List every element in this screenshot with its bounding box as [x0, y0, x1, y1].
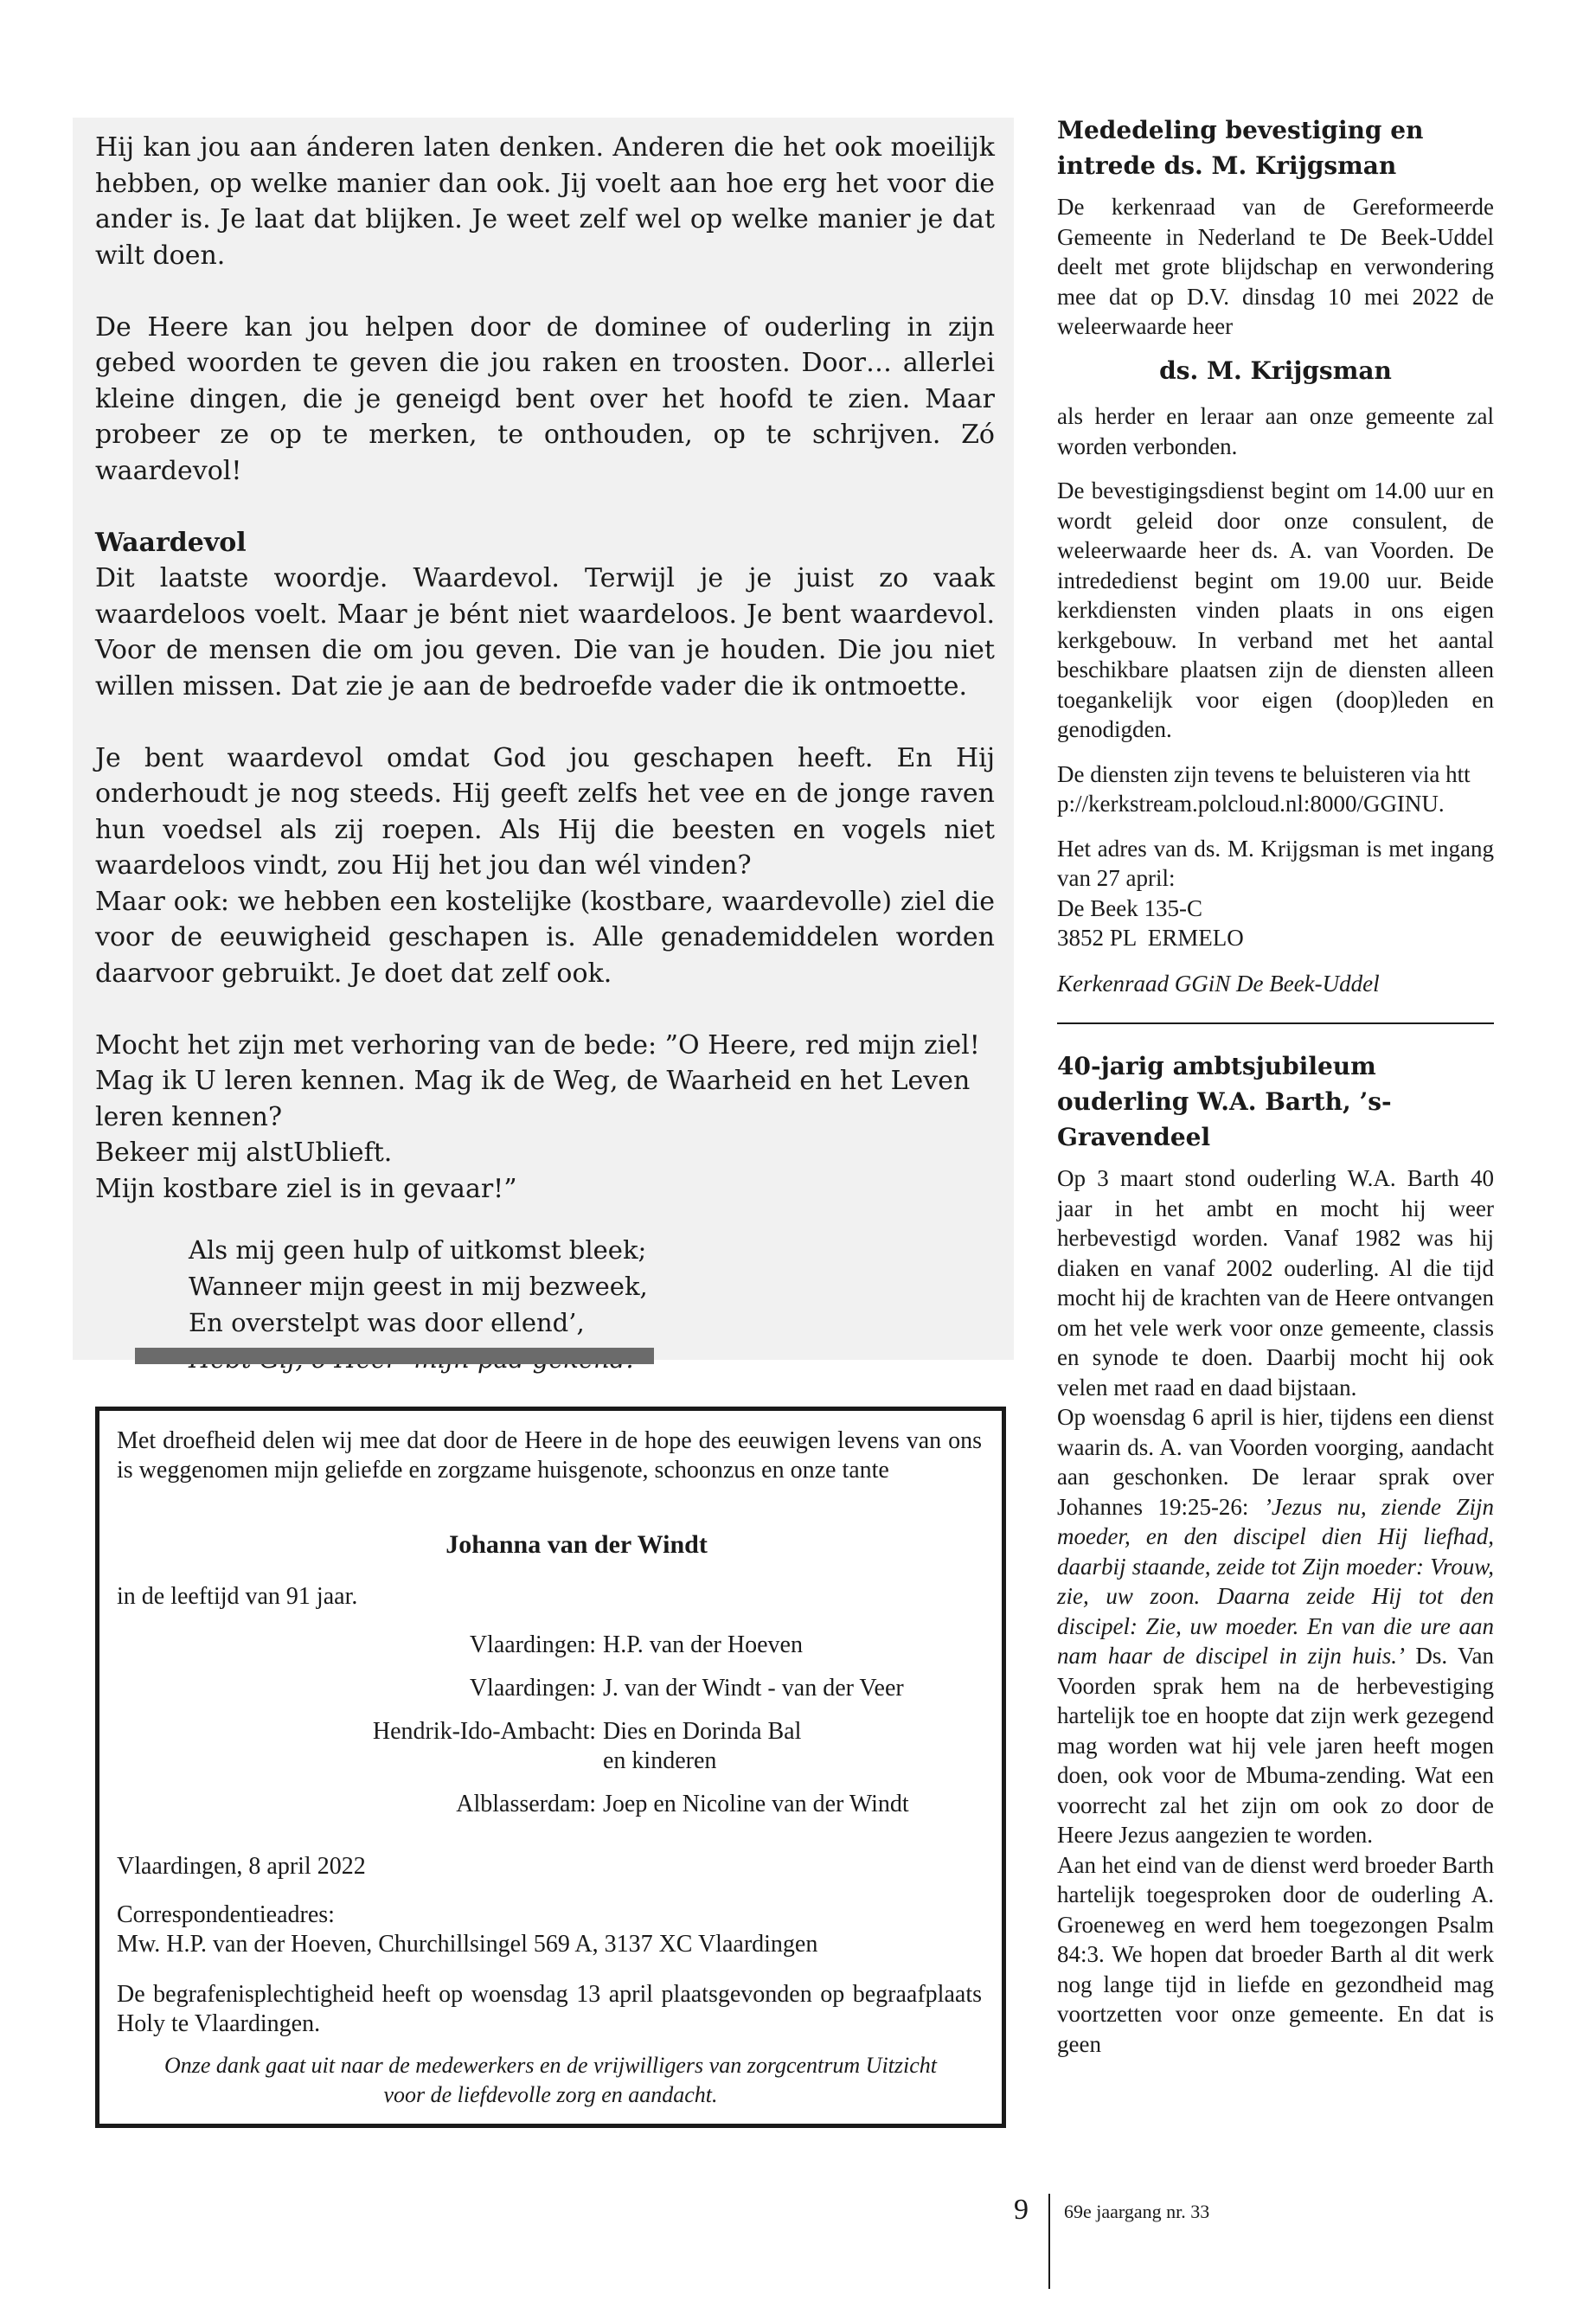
- section-divider: [1057, 1022, 1494, 1024]
- mourner-row: [117, 1790, 982, 1819]
- prayer-line: Mijn kostbare ziel is in gevaar!”: [95, 1173, 517, 1204]
- minister-name: ds. M. Krijgsman: [1159, 356, 1392, 385]
- paragraph: Aan het eind van de dienst werd broeder Barth hartelijk toegesproken door de ouderling A. Groeneweg en werd hem toegezongen Psalm 84:3. We hopen dat broeder Barth al dit werk nog lange tijd in liefde en gezondheid mag voortzetten voor onze gemeente. En dat is geen: [1057, 1851, 1494, 2057]
- correspondence-address: Mw. H.P. van der Hoeven, Churchillsingel 569 A, 3137 XC Vlaardingen: [117, 1931, 818, 1958]
- paragraph: Op 3 maart stond ouderling W.A. Barth 40 jaar in het ambt en mocht hij weer herbevestigd worden. Vanaf 1982 was hij diaken en vanaf 2002 ouderling. Al die tijd mocht hij de krachten van de Heere ontvangen om het vele werk voor onze gemeente, classis en synode te doen. Daarbij mocht hij ook velen met raad en daad bijstaan.: [1057, 1165, 1494, 1400]
- paragraph: De bevestigingsdienst begint om 14.00 uur en wordt geleid door onze consulent, de weleerwaarde heer ds. A. van Voorden. De intrededienst begint om 19.00 uur. Beide kerkdiensten vinden plaats in ons eigen kerkgebouw. In verband met het aantal beschikbare plaatsen zijn de diensten alleen toegankelijk voor eigen (doop)leden en genodigden.: [1057, 478, 1494, 742]
- mourner-row: [117, 1717, 982, 1776]
- age: in de leeftijd van 91 jaar.: [117, 1583, 358, 1610]
- deceased-name: Johanna van der Windt: [445, 1530, 708, 1559]
- obituary-intro: Met droefheid delen wij mee dat door de Heere in de hope des eeuwigen levens van ons is weggenomen mijn geliefde en zorgzame huisgenote, schoonzus en onze tante: [117, 1427, 982, 1484]
- prayer-line: Bekeer mij alstUblieft.: [95, 1138, 393, 1168]
- prayer-line: Mag ik U leren kennen. Mag ik de Weg, de Waarheid en het Leven leren kennen?: [95, 1066, 971, 1132]
- poem-line: Als mij geen hulp of uitkomst bleek;: [189, 1235, 647, 1265]
- correspondence: [117, 1900, 817, 1959]
- prayer: [95, 1028, 995, 1208]
- mourner-name: Dies en Dorinda Bal en kinderen: [603, 1718, 802, 1774]
- paragraph: als herder en leraar aan onze gemeente zal worden verbonden.: [1057, 403, 1494, 459]
- jubilee-title: 40-jarig ambtsjubileum ouderling W.A. Barth, ’s-Gravendeel: [1057, 1052, 1392, 1151]
- section-heading: Waardevol: [95, 527, 247, 558]
- mourner-row: [117, 1674, 982, 1703]
- address-line: 3852 PL ERMELO: [1057, 925, 1244, 951]
- address-line: De Beek 135-C: [1057, 894, 1202, 921]
- signature: Kerkenraad GGiN De Beek-Uddel: [1057, 970, 1380, 997]
- divider-bar: [135, 1348, 654, 1364]
- obituary-box: [95, 1407, 1006, 2128]
- mourner-place: Alblasserdam:: [456, 1791, 596, 1817]
- paragraph: De kerkenraad van de Gereformeerde Gemeente in Nederland te De Beek-Uddel deelt met grote blijdschap en verwondering mee dat op D.V. dinsdag 10 mei 2022 de weleerwaarde heer: [1057, 194, 1494, 339]
- prayer-line: Mocht het zijn met verhoring van de bede: ”O Heere, red mijn ziel!: [95, 1029, 980, 1061]
- thanks-note: Onze dank gaat uit naar de medewerkers en de vrijwilligers van zorgcentrum Uitzicht voor de liefdevolle zorg en aandacht.: [163, 2053, 937, 2107]
- footer-divider: [1048, 2194, 1050, 2289]
- obituary-date: Vlaardingen, 8 april 2022: [117, 1853, 366, 1880]
- paragraph: De Heere kan jou helpen door de dominee of ouderling in zijn gebed woorden te geven die jou raken en troosten. Door… allerlei kleine dingen, die je geneigd bent over het hoofd te zien. Maar probeer ze op te merken, te onthouden, op te schrijven. Zó waardevol!: [95, 311, 995, 486]
- page-number: 9: [1014, 2194, 1029, 2226]
- announcement-title: Mededeling bevestiging en intrede ds. M. Krijgsman: [1057, 116, 1424, 180]
- mourner-name: H.P. van der Hoeven: [603, 1631, 803, 1658]
- poem-line: Wanneer mijn geest in mij bezweek,: [189, 1272, 648, 1301]
- right-column: [1057, 112, 1494, 2059]
- mourner-place: Vlaardingen:: [469, 1675, 596, 1702]
- correspondence-label: Correspondentieadres:: [117, 1901, 335, 1928]
- paragraph: Het adres van ds. M. Krijgsman is met ingang van 27 april:: [1057, 835, 1494, 891]
- mourner-row: [117, 1631, 982, 1660]
- paragraph: Hij kan jou aan ánderen laten denken. Anderen die het ook moeilijk hebben, op welke manier dan ook. Jij voelt aan hoe erg het voor die ander is. Je laat dat blijken. Je weet zelf wel op welke manier je dat wilt doen.: [95, 132, 995, 271]
- paragraph: De diensten zijn tevens te beluisteren via http://kerkstream.polcloud.nl:8000/GGINU.: [1057, 760, 1471, 817]
- main-article: [95, 130, 995, 1207]
- volume-info: 69e jaargang nr. 33: [1064, 2201, 1210, 2222]
- mourner-name: J. van der Windt - van der Veer: [603, 1675, 904, 1702]
- mourner-place: Hendrik-Ido-Ambacht:: [372, 1718, 596, 1745]
- mourner-name: Joep en Nicoline van der Windt: [603, 1791, 909, 1817]
- paragraph: Op woensdag 6 april is hier, tijdens een dienst waarin ds. A. van Voorden voorging, aandacht aan geschonken. De leraar sprak over Johannes 19:25-26: ’Jezus nu, ziende Zijn moeder, en den discipel dien Hij liefhad, daarbij staande, zeide tot Zijn moeder: Vrouw, zie, uw zoon. Daarna zeide Hij tot den discipel: Zie, uw moeder. En van die ure aan nam haar de discipel in zijn huis.’ Ds. Van Voorden sprak hem na de herbevestiging hartelijk toe en hoopte dat zijn werk gezegend mag worden wat hij vele jaren heeft mogen doen, ook voor de Mbuma-zending. Wat een voorrecht zal het zijn om ook zo door de Heere Jezus aangezien te worden.: [1057, 1404, 1494, 1848]
- mourner-place: Vlaardingen:: [469, 1631, 596, 1658]
- paragraph: Maar ook: we hebben een kostelijke (kostbare, waardevolle) ziel die voor de eeuwigheid geschapen is. Alle genademiddelen worden daarvoor gebruikt. Je doet dat zelf ook.: [95, 886, 995, 989]
- scripture-quote: ’Jezus nu, ziende Zijn moeder, en den discipel dien Hij liefhad, daarbij staande, zeide tot Zijn moeder: Vrouw, zie, uw zoon. Daarna zeide Hij tot den discipel: Zie, uw moeder. En van die ure aan nam haar de discipel in zijn huis.’: [1057, 1493, 1494, 1669]
- page-footer: [952, 2194, 1298, 2289]
- poem-line: En overstelpt was door ellend’,: [189, 1308, 585, 1337]
- funeral-note: De begrafenisplechtigheid heeft op woensdag 13 april plaatsgevonden op begraafplaats Holy te Vlaardingen.: [117, 1981, 982, 2037]
- paragraph: Dit laatste woordje. Waardevol. Terwijl je je juist zo vaak waardeloos voelt. Maar je bént niet waardeloos. Je bent waardevol. Voor de mensen die om jou geven. Die van je houden. Die jou niet willen missen. Dat zie je aan de bedroefde vader die ik ontmoette.: [95, 563, 995, 702]
- paragraph: Je bent waardevol omdat God jou geschapen heeft. En Hij onderhoudt je nog steeds. Hij geeft zelfs het vee en de jonge raven hun voedsel als zij roepen. Als Hij die beesten en vogels niet waardeloos vindt, zou Hij het jou dan wél vinden?: [95, 742, 995, 881]
